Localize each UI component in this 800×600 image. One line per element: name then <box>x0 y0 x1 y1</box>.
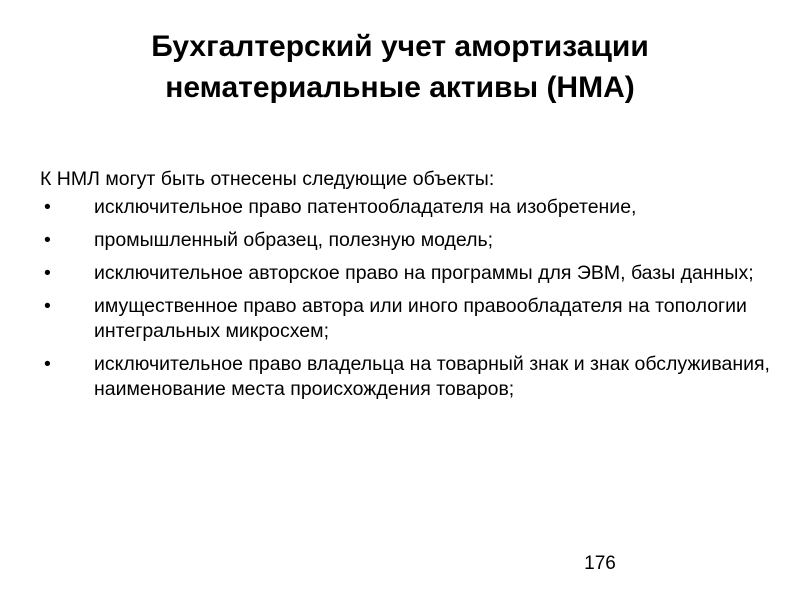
bullet-list <box>36 195 776 402</box>
list-item-text: исключительное авторское право на программы для ЭВМ, базы данных; <box>94 262 754 284</box>
title-line-2: нематериальные активы (НМА) <box>165 71 635 104</box>
list-item-text: исключительное право патентообладателя на изобретение, <box>94 196 637 218</box>
bullet-icon: • <box>44 196 51 218</box>
title-line-1: Бухгалтерский учет амортизации <box>151 30 649 63</box>
list-item <box>36 294 776 344</box>
slide-title <box>40 26 760 108</box>
list-item-text: исключительное право владельца на товарный знак и знак обслуживания, наименование места происхождения товаров; <box>94 353 770 400</box>
list-item-text: имущественное право автора или иного правообладателя на топологии интегральных микросхем; <box>94 295 747 342</box>
bullet-icon: • <box>44 229 51 251</box>
slide-body <box>36 167 776 410</box>
page-number: 176 <box>584 553 616 574</box>
list-item-text: промышленный образец, полезную модель; <box>94 229 494 251</box>
bullet-icon: • <box>44 295 51 317</box>
list-item <box>36 195 776 220</box>
intro-text: К НМЛ могут быть отнесены следующие объекты: <box>40 168 495 190</box>
list-item <box>36 228 776 253</box>
list-item <box>36 261 776 286</box>
list-item <box>36 352 776 402</box>
bullet-icon: • <box>44 353 51 375</box>
bullet-icon: • <box>44 262 51 284</box>
